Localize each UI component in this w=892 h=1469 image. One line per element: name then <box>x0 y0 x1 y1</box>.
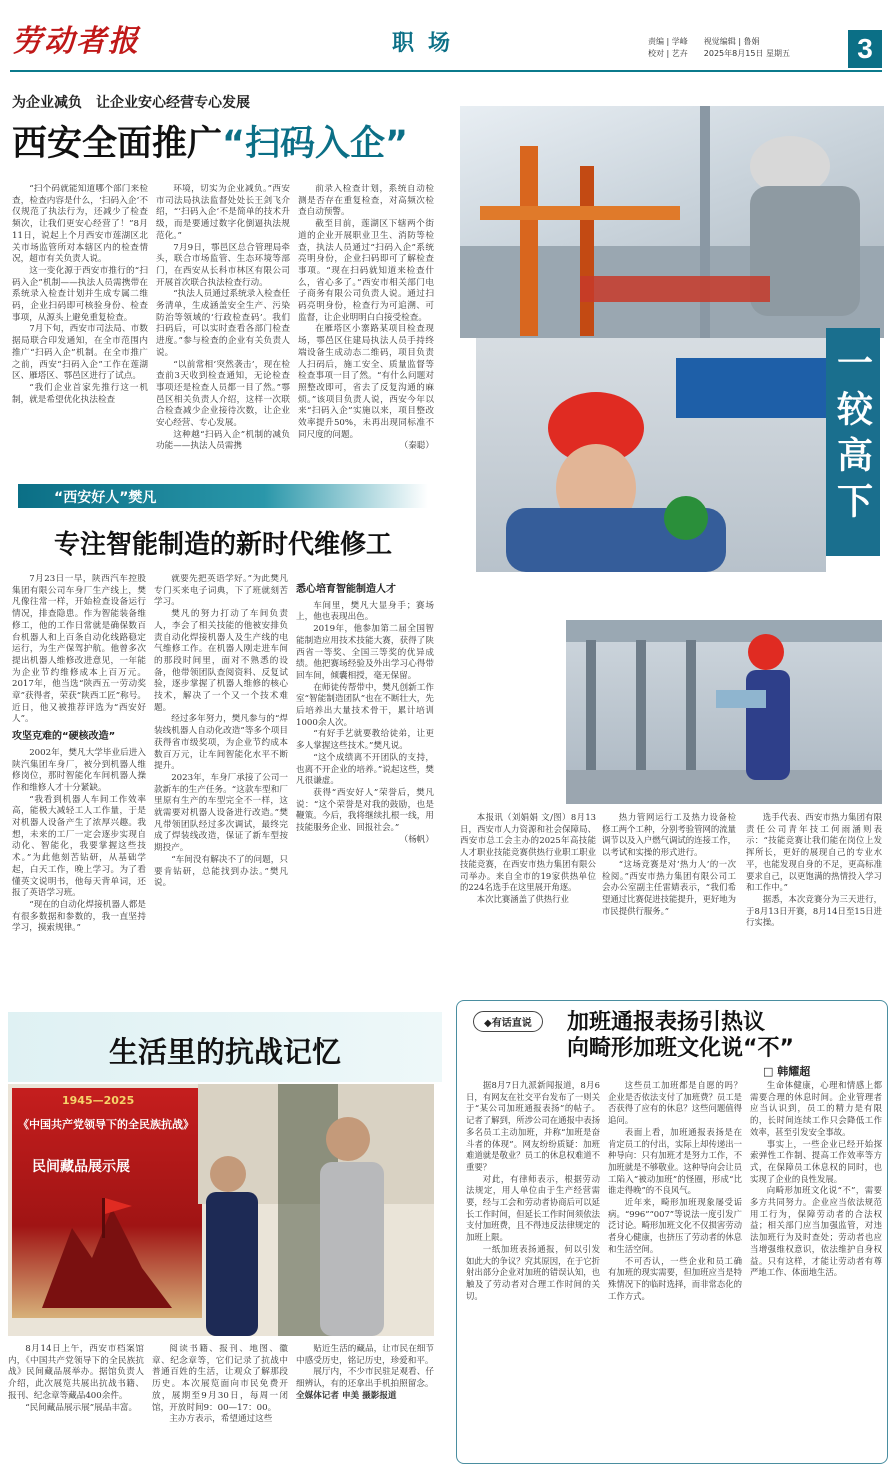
opinion-headline-line-1: 加班通报表扬引热议 <box>567 1010 766 1035</box>
article3-headline: 生活里的抗战记忆 <box>108 1035 341 1069</box>
paragraph: “民间藏品展示展”展品丰富。 <box>25 1402 138 1413</box>
paragraph: 这种越“扫码入企”机制的减负功能——执法人员需携 <box>156 429 290 452</box>
paragraph: 在师徒传帮带中，樊凡创新工作室“智能制造团队”也在不断壮大，先后培养出大量技术骨干，累计培训1000余人次。 <box>296 682 434 728</box>
paragraph: 对此，有律师表示，根据劳动法规定，用人单位由于生产经营需要，经与工会和劳动者协商后可以延长工作时间，但延长工作时间须依法支付加班费，且不得违反法律规定的加班上限。 <box>466 1173 600 1243</box>
section-name: 职场 <box>392 30 465 56</box>
banner-soldiers-illustration <box>32 1188 182 1308</box>
subheading: 悉心培育智能制造人才 <box>296 584 396 595</box>
caption-paragraph: 选手代表、西安市热力集团有限责任公司青年技工何雨涵则表示：“技能竞赛让我们能在岗位上发挥所长，更好的展现自己的专业水平，也能发现自身的不足，更高标准要求自己，以更饱满的热情投入学习和工作中。” <box>746 812 882 893</box>
paragraph: 据8月7日九派新闻报道，8月6日，有网友在社交平台发布了一则关于“某公司加班通报表扬”的帖子。记者了解到，所涉公司在通报中表扬多名员工主动加班，并称“加班是奋斗者的体现”。网友纷纷质疑：加班难道就是敬业？员工的休息权难道不重要？ <box>466 1080 600 1172</box>
caption-column-1 <box>460 812 596 992</box>
paragraph: 7月9日，鄠邑区总合管理局牵头，联合市场监管、生态环境等部门，在西安从长科市林区有限公司开展首次联合执法检查行动。 <box>156 242 290 288</box>
paragraph: “现在的自动化焊接机器人都是有很多数据和参数的，我一直坚持学习，摸索规律。” <box>12 899 146 934</box>
editors-info <box>648 36 790 60</box>
paragraph: 2002年，樊凡大学毕业后进入陕汽集团车身厂，被分到机器人维修岗位，那时智能化车间机器人操作和维修人才十分紧缺。 <box>12 747 146 793</box>
article3-column-1 <box>8 1344 144 1462</box>
paragraph: 向畸形加班文化说“不”，需要多方共同努力。企业应当依法规范用工行为，保障劳动者的合法权益；相关部门应当加强监管，对违法加班行为及时查处；劳动者也应当增强维权意识，依法维护自身权益。只有这样，才能让劳动者有尊严地工作、体面地生活。 <box>750 1185 882 1278</box>
photo-welder-illustration <box>460 106 884 338</box>
opinion-column-3 <box>750 1080 882 1460</box>
caption-paragraph: “这场竞赛是对‘热力人’的一次检阅。”西安市热力集团有限公司工会办公室副主任雷婧表示，“我们希望通过比赛促进技能提升，更好地为市民提供行服务。” <box>602 858 736 916</box>
paragraph: “我看到机器人车间工作效率高，能极大减轻工人工作量，于是对机器人设备产生了浓厚兴趣。我想，未来的工厂一定会逐步实现自动化、智能化，我要掌握这些技术。”为此他刻苦钻研，从基础学起，白天工作，晚上学习。为了看懂英文说明书，他每天背单词，还报了英语学习班。 <box>12 794 146 899</box>
paragraph: 获得“西安好人”荣誉后，樊凡说：“这个荣誉是对我的鼓励，也是鞭策。今后，我将继续扎根一线，用技能服务企业、回报社会。” <box>296 787 434 834</box>
masthead-rule <box>10 70 882 72</box>
caption-paragraph: 本次比赛涵盖了供热行业 <box>476 893 569 904</box>
article3-column-2 <box>152 1344 288 1462</box>
photo-worker-clipboard <box>566 620 882 804</box>
paragraph: 7月23日一早，陕西汽车控股集团有限公司车身厂生产线上，樊凡像往常一样，开始检查设备运行情况，排查隐患。作为智能装备维修工，他的工作日常就是确保数百台机器人和上百条自动化线路稳定运行，为生产保驾护航。他曾多次提出机器人维修改进意见，一年能为企业节约维修成本上百万元。2017年，他当选“陕西五一劳动奖章”获得者，荣获“陕西工匠”称号。近日，他又被推荐评选为“西安好人”。 <box>12 574 146 725</box>
paragraph: “有好手艺就要教给徒弟，让更多人掌握这些技术。”樊凡说。 <box>296 729 434 752</box>
byline: （杨帆） <box>399 834 434 845</box>
paragraph: 事实上，一些企业已经开始探索弹性工作制、提高工作效率等方式，在保障员工休息权的同时，也实现了企业的良性发展。 <box>750 1138 882 1184</box>
article2-column-1 <box>12 574 146 1010</box>
paragraph: 经过多年努力，樊凡参与的“焊装线机器人自动化改造”等多个项目获得省市级奖项，为企业节约成本数百万元，让车间智能化水平不断提升。 <box>154 714 288 772</box>
paragraph: 近年来，畸形加班现象屡受诟病。“996”“007”等说法一度引发广泛讨论。畸形加班文化不仅损害劳动者身心健康，也挤压了劳动者的休息和生活空间。 <box>608 1197 742 1254</box>
visitors-illustration <box>198 1084 434 1336</box>
paragraph: 樊凡的努力打动了车间负责人，李会了相关技能的他被安排负责自动化焊接机器人及生产线的电气维修工作。在机器人刚走进车间的那段时间里，面对不熟悉的设备，他带领团队查阅资料、反复试验，逐步掌握了机器人维修的核心技术，解决了一个又一个技术难题。 <box>154 609 288 713</box>
caption-column-2 <box>602 812 736 992</box>
article1-headline-highlight: “扫码入企” <box>222 124 409 164</box>
paragraph: “我们企业首家先推行这一机制，就是希望优化执法检查 <box>12 382 148 405</box>
paragraph: “这个成绩离不开团队的支持，也离不开企业的培养。”说起这些，樊凡很谦虚。 <box>296 752 434 787</box>
article1-kicker: 为企业减负 让企业安心经营专心发展 <box>12 95 250 111</box>
vertical-title-box <box>826 328 880 556</box>
article1-column-1 <box>12 184 148 452</box>
editors-line-1: 责编 | 学峰 视觉编辑 | 鲁娟 <box>648 37 760 46</box>
page-number: 3 <box>848 30 882 68</box>
paragraph: 环境，切实为企业减负。”西安市司法局执法监督处处长王剑飞介绍，“‘扫码入企’不是简单的技术升级，而是要通过数字化倒逼执法规范化。” <box>156 184 290 241</box>
paragraph: 车间里，樊凡大显身手；赛场上，他也表现出色。 <box>296 600 434 623</box>
paragraph: 阅读书籍、报刊、地图、徽章、纪念章等，它们记录了抗战中普通百姓的生活，让观众了解那段历史。本次展览面向市民免费开放，展期至9月30日，每周一闭馆，开放时间9：00—17：00。 <box>152 1344 288 1413</box>
byline: 全媒体记者 申美 摄影报道 <box>296 1390 397 1401</box>
caption-paragraph: 本报讯（刘娟娟 文/图）8月13日，西安市人力资源和社会保障局、西安市总工会主办的2025年高技能人才职业技能竞赛供热行业职工职业技能竞赛，在西安市热力集团有限公司举办。来自全市的19家供热单位的224名选手在这里展开角逐。 <box>460 812 596 893</box>
paragraph: 8月14日上午，西安市档案馆内，《中国共产党领导下的全民族抗战》民间藏品展举办。据馆负责人介绍，此次展览共展出抗战书籍、报刊、纪念章等藏品400余件。 <box>8 1344 144 1401</box>
caption-paragraph: 据悉，本次竞赛分为三天进行，于8月13日开赛，8月14日至15日进行实操。 <box>746 893 882 928</box>
article2-kicker: “西安好人”樊凡 <box>54 490 157 506</box>
banner-subtitle: 民间藏品展示展 <box>32 1159 130 1175</box>
article1-headline-main: 西安全面推广 <box>12 124 223 164</box>
photo-clipboard-illustration <box>566 620 882 804</box>
byline: （秦聪） <box>399 441 434 452</box>
paragraph: 2019年，他参加第二届全国智能制造应用技术技能大赛，获得了陕西省一等奖、全国三等奖的优异成绩。他把赛场经验及外出学习心得带回车间，倾囊相授，毫无保留。 <box>296 624 434 681</box>
paragraph: 表面上看，加班通报表扬是在肯定员工的付出，实际上却传递出一种导向：只有加班才是努力工作，不加班就是不够敬业。这种导向会让员工陷入“被动加班”的怪圈，形成“比谁走得晚”的不良风气。 <box>608 1126 742 1196</box>
subheading: 攻坚克难的“硬核改造” <box>12 731 116 743</box>
opinion-tag: ◆有话直说 <box>473 1011 543 1032</box>
paragraph: 贴近生活的藏品，让市民在细节中感受历史，铭记历史，珍爱和平。 <box>296 1344 434 1366</box>
photo-exhibition <box>8 1084 434 1336</box>
paragraph: “扫个码就能知道哪个部门来检查，检查内容是什么，‘扫码入企’不仅规范了执法行为，还减少了检查频次，让我们更安心经营了！”8月11日，说起上个月西安市莲湖区北关市场监管所对本辖区内的检查情况，超市有关负责人说。 <box>12 184 148 265</box>
photo-worker-illustration <box>476 338 826 572</box>
article2-kicker-bar <box>18 484 428 508</box>
editors-line-2: 校对 | 艺卉 2025年8月15日 星期五 <box>648 49 790 58</box>
paragraph: 就要先把英语学好。”为此樊凡专门买来电子词典，下了班就刻苦学习。 <box>154 574 288 608</box>
paragraph: 7月下旬，西安市司法局、市数据局联合印发通知，在全市范围内推广“扫码入企”机制。在全市推广之前，西安“扫码入企”工作在莲湖区、雁塔区、鄠邑区进行了试点。 <box>12 324 148 382</box>
exhibition-banner <box>12 1088 202 1318</box>
newspaper-logo: 劳动者报 <box>12 24 140 59</box>
article3-header-box <box>8 1012 442 1082</box>
paragraph: 前录入检查计划，系统自动检测是否存在重复检查，对高频次检查自动预警。 <box>298 184 434 218</box>
paragraph: 生命体健康，心理和情感上都需要合理的休息时间。企业管理者应当认识到，员工的精力是有限的，长时间连续工作只会降低工作效率，甚至引发安全事故。 <box>750 1080 882 1137</box>
paragraph: 一纸加班表扬通报，何以引发如此大的争议？究其原因，在于它折射出部分企业对加班的错误认知，也触及了劳动者对合理工作时间的关切。 <box>466 1243 600 1301</box>
paragraph: 在雁塔区小寨路某项目检查现场，鄠邑区住建局执法人员手持终端设备生成动态二维码，项目负责人扫码后，施工安全、质量监督等检查事项一目了然。“有什么问题对照整改即可，省去了反复沟通的麻烦。”该项目负责人说，西安今年以来“扫码入企”实施以来，项目整改效率提升50%，未再出现同标准不同尺度的问题。 <box>298 324 434 440</box>
paragraph: 展厅内，不少市民驻足观看、仔细辨认，有的还拿出手机拍照留念。 <box>296 1367 434 1390</box>
caption-column-3 <box>746 812 882 992</box>
opinion-column-2 <box>608 1080 742 1460</box>
paragraph: “以前常相‘突然袭击’，现在检查前3天收到检查通知，无论检查事项还是检查人员都一目了然。”鄠邑区相关负责人介绍，这样一次联合检查减少企业接待次数，让企业安心经营、专心发展。 <box>156 359 290 429</box>
article3-column-3 <box>296 1344 434 1462</box>
article1-column-2 <box>156 184 290 452</box>
article2-column-3 <box>296 574 434 1010</box>
caption-paragraph: 热力管网运行工及热力设备检修工两个工种，分别考验管网的流量调节以及入户燃气调试的连接工作，以考试和实操的形式进行。 <box>602 812 736 858</box>
article1-headline <box>12 116 408 166</box>
paragraph: 这一变化源于西安市推行的“扫码入企”机制——执法人员需携带在系统录入检查计划并生成专属二维码，企业扫码即可核验身份、检查事项，从源头上避免重复检查。 <box>12 265 148 323</box>
photo-worker-helmet <box>476 338 826 572</box>
masthead <box>0 0 892 74</box>
photo-welder-pipes <box>460 106 884 338</box>
article1-column-3 <box>298 184 434 452</box>
paragraph: 截至目前，莲湖区下辖两个街道的企业开展职业卫生、消防等检查，执法人员通过“扫码入企”系统亮明身份，企业扫码即可了解检查事项。“现在扫码就知道来检查什么，省心多了。”西安市相关部门电子商务有限公司负责人说。通过扫码亮明身份，检查行为可追溯、可监督，让企业明明白白接受检查。 <box>298 219 434 323</box>
paragraph: 2023年，车身厂承接了公司一款新车的生产任务。“这款车型和厂里原有生产的车型完全不一样，这就需要对机器人设备进行改造。”樊凡带领团队经过多次调试，最终完成了焊装线改造，保证了新车型按期投产。 <box>154 772 288 854</box>
banner-years: 1945—2025 <box>62 1094 135 1107</box>
paragraph: “车间没有解决不了的问题，只要肯钻研，总能找到办法。”樊凡说。 <box>154 854 288 889</box>
article2-column-2 <box>154 574 288 1010</box>
paragraph: 主办方表示，希望通过这些 <box>169 1414 273 1425</box>
paragraph: 这些员工加班都是自愿的吗？企业是否依法支付了加班费？员工是否获得了应有的休息？这些问题值得追问。 <box>608 1080 742 1126</box>
vertical-title: 一较高下 <box>831 344 874 528</box>
paragraph: 不可否认，一些企业和员工确有加班的现实需要，但加班应当是特殊情况下的临时选择，而非常态化的工作方式。 <box>608 1255 742 1301</box>
paragraph: “执法人员通过系统录入检查任务清单，生成涵盖安全生产、污染防治等领域的‘行政检查码’。我们扫码后，可以实时查看各部门检查进度。”参与检查的企业有关负责人说。 <box>156 289 290 358</box>
opinion-column-1 <box>466 1080 600 1460</box>
banner-title: 《中国共产党领导下的全民族抗战》 <box>18 1118 194 1131</box>
opinion-headline-line-2: 向畸形加班文化说“不” <box>567 1036 794 1061</box>
opinion-author: □ 韩耀超 <box>763 1065 811 1078</box>
article2-headline: 专注智能制造的新时代维修工 <box>54 530 393 560</box>
